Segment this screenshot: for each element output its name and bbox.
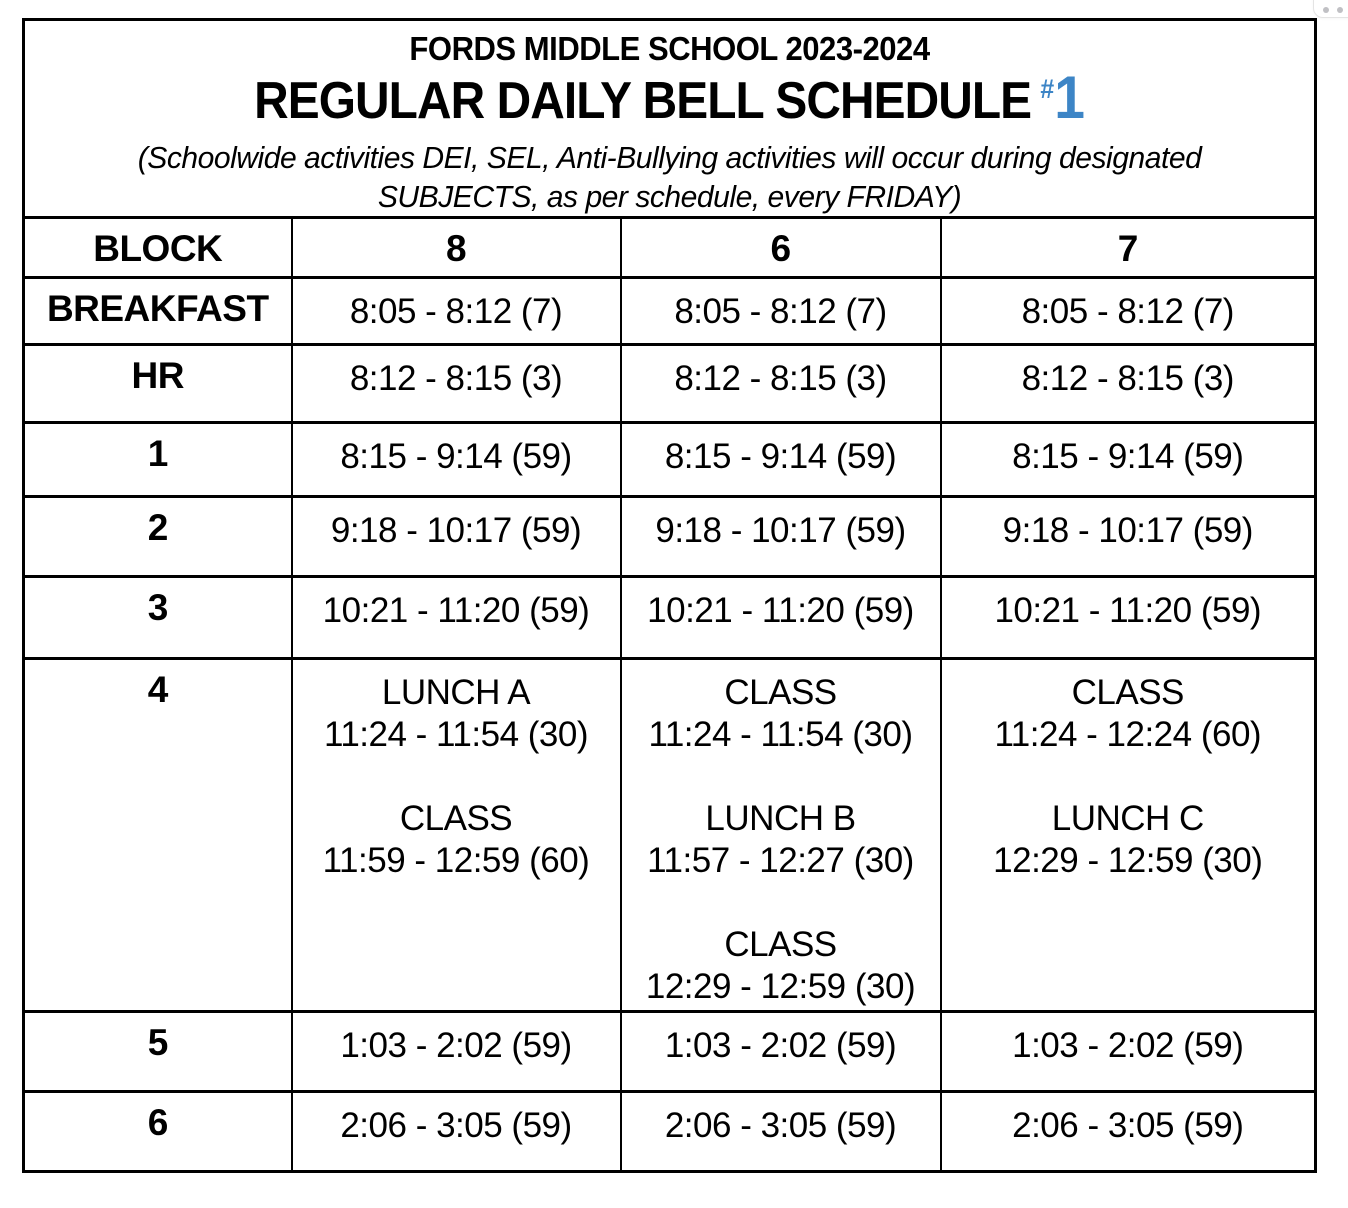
table-row-2 (24, 497, 1316, 577)
subtitle-line-1: (Schoolwide activities DEI, SEL, Anti-Bullying activities will occur during designated (137, 140, 1202, 175)
schedule-block (626, 798, 936, 882)
block-time: 11:24 - 12:24 (60) (994, 715, 1262, 754)
schedule-block (626, 672, 936, 756)
schedule-block (946, 672, 1311, 756)
time-cell: 1:03 - 2:02 (59) (621, 1012, 941, 1092)
block-time: 12:29 - 12:59 (30) (993, 841, 1263, 880)
school-name-line: FORDS MIDDLE SCHOOL 2023-2024 (409, 30, 930, 67)
block-name: LUNCH A (381, 673, 531, 712)
six-dots-icon (1323, 0, 1343, 13)
schedule-block (297, 672, 616, 756)
drag-handle[interactable] (1313, 0, 1348, 18)
column-header-7: 7 (941, 218, 1316, 278)
page-title (80, 64, 1259, 138)
time-cell: 8:12 - 8:15 (3) (621, 345, 941, 423)
lunch-cell-block-6 (621, 659, 941, 1012)
block-name: CLASS (1071, 673, 1184, 712)
block-name: LUNCH C (1051, 799, 1204, 838)
time-cell: 8:05 - 8:12 (7) (292, 278, 621, 345)
lunch-cell-block-7 (941, 659, 1316, 1012)
time-cell: 8:15 - 9:14 (59) (621, 423, 941, 497)
time-cell: 8:15 - 9:14 (59) (941, 423, 1316, 497)
table-row-4-lunch (24, 659, 1316, 1012)
row-label: 6 (24, 1092, 292, 1172)
dot (1323, 7, 1329, 13)
time-cell: 8:15 - 9:14 (59) (292, 423, 621, 497)
column-header-block: BLOCK (24, 218, 292, 278)
time-cell: 10:21 - 11:20 (59) (621, 577, 941, 659)
time-cell: 10:21 - 11:20 (59) (292, 577, 621, 659)
schedule-block (626, 924, 936, 1008)
row-label: 3 (24, 577, 292, 659)
block-time: 11:24 - 11:54 (30) (648, 715, 913, 754)
table-row-1 (24, 423, 1316, 497)
bell-schedule-table (22, 18, 1317, 1173)
lunch-cell-block-8 (292, 659, 621, 1012)
time-cell: 9:18 - 10:17 (59) (621, 497, 941, 577)
time-cell: 8:12 - 8:15 (3) (292, 345, 621, 423)
title-number: 1 (1054, 64, 1085, 131)
table-row-6 (24, 1092, 1316, 1172)
row-label: HR (24, 345, 292, 423)
row-label: 5 (24, 1012, 292, 1092)
row-label: 1 (24, 423, 292, 497)
block-name: CLASS (724, 925, 837, 964)
block-time: 11:59 - 12:59 (60) (322, 841, 590, 880)
column-header-row (24, 218, 1316, 278)
block-name: LUNCH B (705, 799, 856, 838)
subtitle-line-2: SUBJECTS, as per schedule, every FRIDAY) (377, 179, 962, 214)
time-cell: 1:03 - 2:02 (59) (941, 1012, 1316, 1092)
schedule-block (297, 798, 616, 882)
time-cell: 8:05 - 8:12 (7) (621, 278, 941, 345)
time-cell: 2:06 - 3:05 (59) (941, 1092, 1316, 1172)
block-time: 11:57 - 12:27 (30) (647, 841, 914, 880)
time-cell: 9:18 - 10:17 (59) (292, 497, 621, 577)
block-name: CLASS (399, 799, 513, 838)
title-superscript: # (1040, 74, 1055, 104)
page-title-text: REGULAR DAILY BELL SCHEDULE (254, 72, 1032, 130)
title-cell (24, 20, 1316, 218)
time-cell: 10:21 - 11:20 (59) (941, 577, 1316, 659)
time-cell: 1:03 - 2:02 (59) (292, 1012, 621, 1092)
table-row-hr (24, 345, 1316, 423)
time-cell: 9:18 - 10:17 (59) (941, 497, 1316, 577)
table-row-5 (24, 1012, 1316, 1092)
time-cell: 8:12 - 8:15 (3) (941, 345, 1316, 423)
table-row-3 (24, 577, 1316, 659)
block-name: CLASS (724, 673, 837, 712)
time-cell: 8:05 - 8:12 (7) (941, 278, 1316, 345)
block-time: 11:24 - 11:54 (30) (323, 715, 589, 754)
row-label: 2 (24, 497, 292, 577)
dot (1337, 7, 1343, 13)
title-block (24, 20, 1316, 218)
block-time: 12:29 - 12:59 (30) (645, 967, 916, 1006)
time-cell: 2:06 - 3:05 (59) (621, 1092, 941, 1172)
row-label: 4 (24, 659, 292, 1012)
schedule-block (946, 798, 1311, 882)
column-header-6: 6 (621, 218, 941, 278)
time-cell: 2:06 - 3:05 (59) (292, 1092, 621, 1172)
column-header-8: 8 (292, 218, 621, 278)
table-row-breakfast (24, 278, 1316, 345)
row-label: BREAKFAST (24, 278, 292, 345)
